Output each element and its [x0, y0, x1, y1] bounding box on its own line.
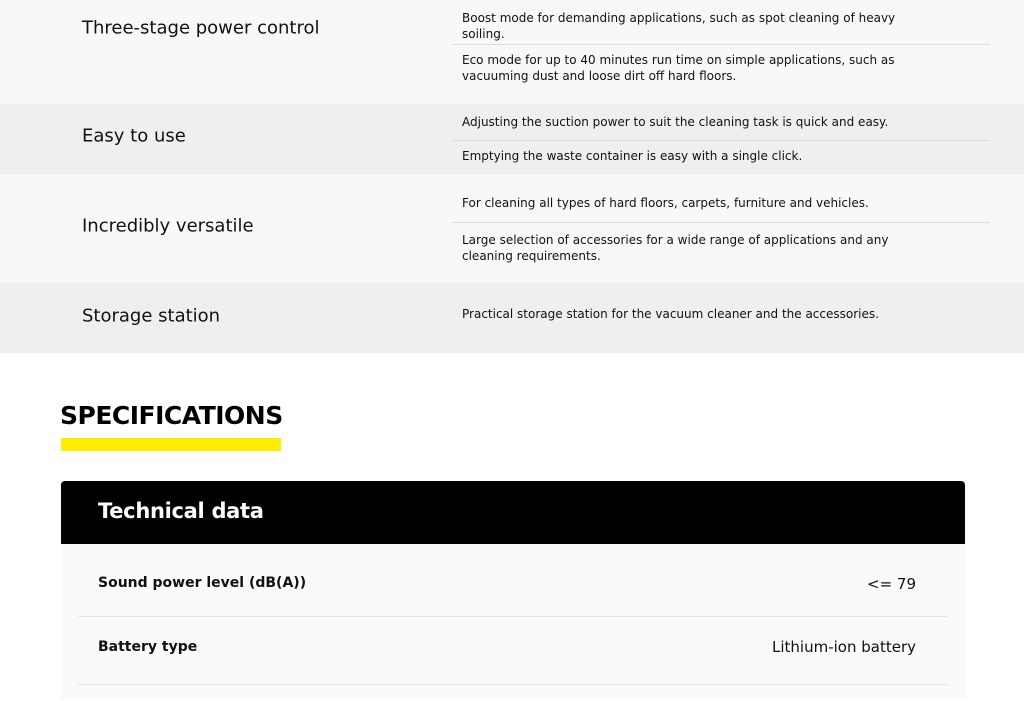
- feature-title: Storage station: [82, 305, 221, 327]
- spec-label: Sound power level (dB(A)): [98, 575, 307, 591]
- feature-point: Eco mode for up to 40 minutes run time on simple applications, such as vacuuming dust and loose dirt off hard floors.: [462, 53, 895, 83]
- feature-title: Easy to use: [82, 125, 186, 147]
- point-divider: [452, 44, 990, 45]
- point-divider: [452, 222, 990, 223]
- heading-accent-bar: [61, 438, 281, 451]
- feature-title: Three-stage power control: [82, 17, 320, 39]
- feature-row: [0, 174, 1024, 283]
- spec-value: <= 79: [867, 575, 916, 593]
- feature-point: Emptying the waste container is easy with a single click.: [462, 149, 803, 163]
- feature-points: [452, 283, 990, 353]
- specifications-heading: SPECIFICATIONS: [60, 401, 283, 430]
- feature-point: Practical storage station for the vacuum cleaner and the accessories.: [462, 307, 879, 321]
- spec-row: [78, 617, 948, 680]
- feature-point: Boost mode for demanding applications, such as spot cleaning of heavy soiling.: [462, 11, 896, 41]
- point-divider: [452, 140, 990, 141]
- spec-label: Battery type: [98, 639, 198, 655]
- feature-row: [0, 283, 1024, 353]
- technical-data-card: [61, 481, 965, 699]
- feature-point: Adjusting the suction power to suit the cleaning task is quick and easy.: [462, 115, 889, 129]
- feature-points: [452, 174, 990, 283]
- feature-points: [452, 104, 990, 174]
- spec-divider: [78, 684, 948, 685]
- technical-data-header[interactable]: [61, 481, 965, 544]
- spec-value: Lithium-ion battery: [772, 638, 916, 656]
- feature-row: [0, 0, 1024, 104]
- feature-points: [452, 0, 990, 104]
- spec-row: [78, 553, 948, 616]
- feature-title: Incredibly versatile: [82, 215, 254, 237]
- technical-data-title: Technical data: [98, 499, 264, 523]
- feature-point: Large selection of accessories for a wide range of applications and any cleaning requirements.: [462, 233, 889, 263]
- feature-row: [0, 104, 1024, 174]
- feature-point: For cleaning all types of hard floors, carpets, furniture and vehicles.: [462, 196, 869, 210]
